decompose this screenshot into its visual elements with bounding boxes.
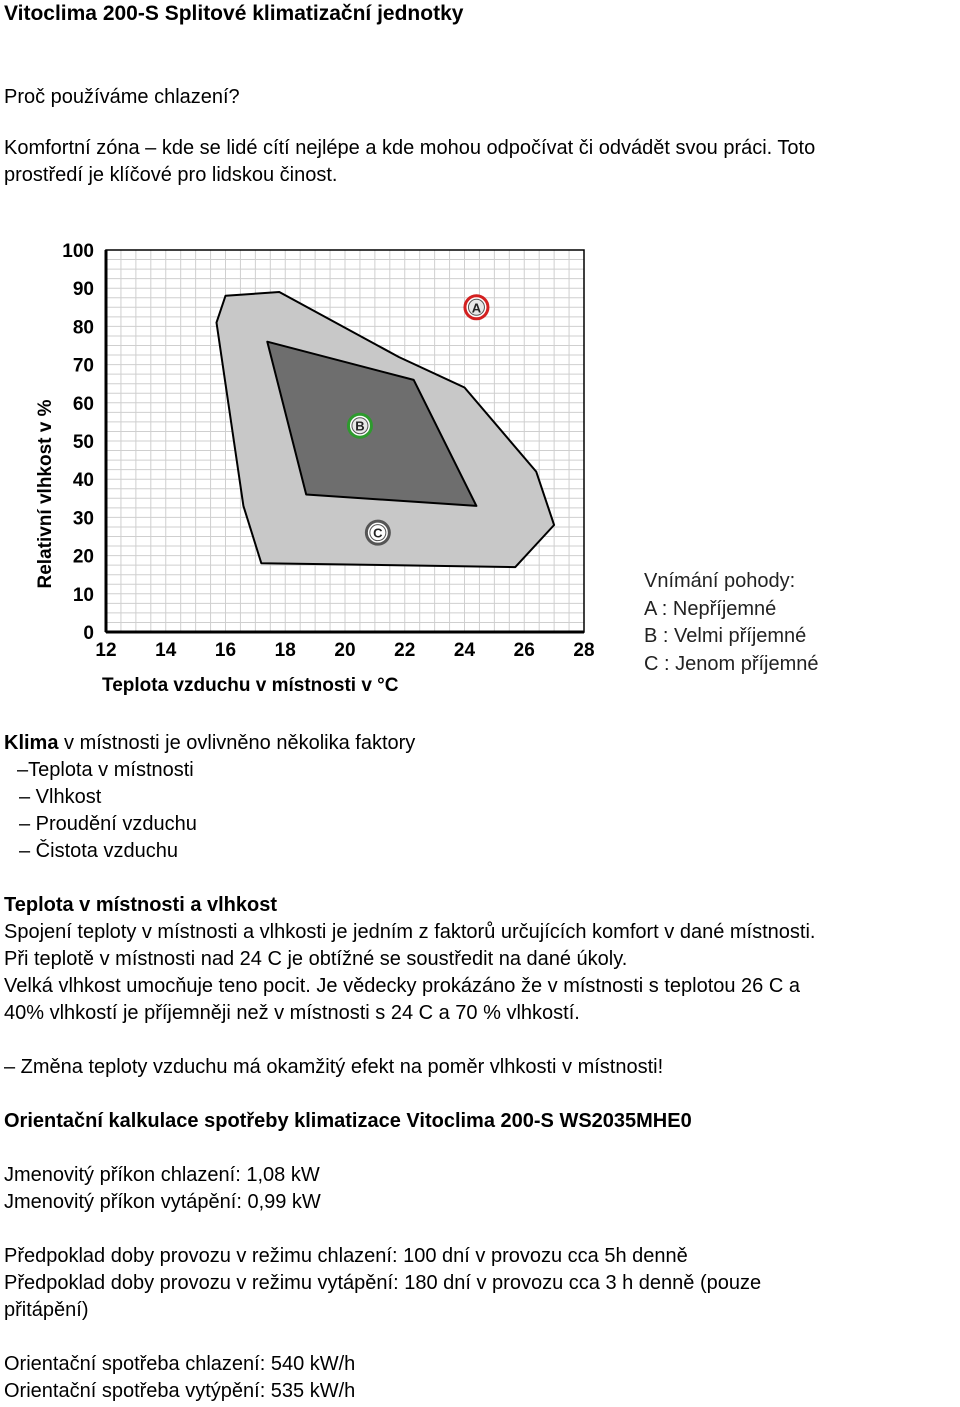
x-tick-label: 18 xyxy=(274,640,296,661)
zone-marker-label: C xyxy=(373,525,383,541)
section-heading-temperature-humidity: Teplota v místnosti a vlhkost xyxy=(4,894,278,916)
factor-item: –Teplota v místnosti xyxy=(17,759,194,781)
section2-line: Velká vlhkost umocňuje teno pocit. Je vědecky prokázáno že v místnosti s teplotou 26 C a xyxy=(4,975,800,997)
zone-marker-c xyxy=(366,521,389,544)
intro-paragraph-line-2: prostředí je klíčové pro lidskou činost. xyxy=(4,164,338,186)
zone-marker-label: B xyxy=(355,418,365,434)
klima-rest: v místnosti je ovlivněno několika faktory xyxy=(58,732,416,754)
x-tick-label: 22 xyxy=(394,640,416,661)
comfort-zone-chart-svg xyxy=(30,232,610,702)
y-tick-label: 30 xyxy=(72,508,94,530)
comfort-zone-chart xyxy=(30,232,610,702)
zone-marker-label: A xyxy=(471,300,482,316)
section2-line: 40% vlhkostí je příjemněji než v místnosti s 24 C a 70 % vlhkostí. xyxy=(4,1002,580,1024)
page-title: Vitoclima 200-S Splitové klimatizační jednotky xyxy=(4,2,464,25)
x-axis-ticks xyxy=(95,640,594,661)
factor-item: – Vlhkost xyxy=(19,786,102,808)
legend-item-a: A : Nepříjemné xyxy=(644,597,777,620)
y-tick-label: 100 xyxy=(62,241,94,262)
assume-heating-line-1: Předpoklad doby provozu v režimu vytápění: 180 dní v provozu cca 3 h denně (pouze xyxy=(4,1272,762,1294)
y-axis-ticks xyxy=(62,241,94,644)
section2-line: Spojení teploty v místnosti a vlhkosti je jedním z faktorů určujících komfort v dané místnosti. xyxy=(4,921,816,943)
section-heading-calculation: Orientační kalkulace spotřeby klimatizace Vitoclima 200-S WS2035MHE0 xyxy=(4,1110,692,1132)
section2-note: – Změna teploty vzduchu má okamžitý efekt na poměr vlhkosti v místnosti! xyxy=(4,1056,664,1078)
legend-item-b: B : Velmi příjemné xyxy=(644,625,807,647)
intro-paragraph-line-1: Komfortní zóna – kde se lidé cítí nejlépe a kde mohou odpočívat či odvádět svou práci. Toto xyxy=(4,137,816,159)
factor-item: – Proudění vzduchu xyxy=(19,813,197,835)
legend-item-c: C : Jenom příjemné xyxy=(644,652,819,675)
y-tick-label: 50 xyxy=(72,432,94,453)
x-tick-label: 26 xyxy=(513,640,535,661)
power-cooling: Jmenovitý příkon chlazení: 1,08 kW xyxy=(4,1164,320,1186)
y-tick-label: 0 xyxy=(83,623,94,644)
y-axis-label: Relativní vlhkost v % xyxy=(35,399,56,589)
y-tick-label: 40 xyxy=(72,470,94,492)
y-tick-label: 10 xyxy=(72,584,94,606)
assume-heating-line-2: přitápění) xyxy=(4,1299,89,1321)
y-tick-label: 70 xyxy=(72,355,94,377)
x-tick-label: 14 xyxy=(155,640,177,661)
consumption-heating: Orientační spotřeba vytýpění: 535 kW/h xyxy=(4,1380,356,1402)
consumption-cooling: Orientační spotřeba chlazení: 540 kW/h xyxy=(4,1353,356,1375)
intro-question: Proč používáme chlazení? xyxy=(4,86,240,108)
x-tick-label: 20 xyxy=(334,640,356,661)
zone-marker-b xyxy=(348,414,371,437)
legend-heading: Vnímání pohody: xyxy=(644,570,796,592)
klima-bold: Klima xyxy=(4,732,59,754)
x-tick-label: 16 xyxy=(214,640,237,661)
y-tick-label: 60 xyxy=(72,393,94,415)
power-heating: Jmenovitý příkon vytápění: 0,99 kW xyxy=(4,1191,321,1213)
assume-cooling: Předpoklad doby provozu v režimu chlazení: 100 dní v provozu cca 5h denně xyxy=(4,1245,688,1267)
x-axis-label: Teplota vzduchu v místnosti v °C xyxy=(102,675,399,696)
comfort-legend xyxy=(644,568,819,678)
y-tick-label: 80 xyxy=(72,317,94,339)
y-tick-label: 90 xyxy=(72,279,94,301)
x-tick-label: 12 xyxy=(95,640,117,661)
factor-item: – Čistota vzduchu xyxy=(19,840,178,862)
x-tick-label: 24 xyxy=(453,640,476,661)
y-tick-label: 20 xyxy=(72,546,94,568)
section2-line: Při teplotě v místnosti nad 24 C je obtížné se soustředit na dané úkoly. xyxy=(4,948,628,970)
zone-marker-a xyxy=(465,296,488,319)
klima-intro xyxy=(4,730,415,757)
x-tick-label: 28 xyxy=(573,640,595,661)
